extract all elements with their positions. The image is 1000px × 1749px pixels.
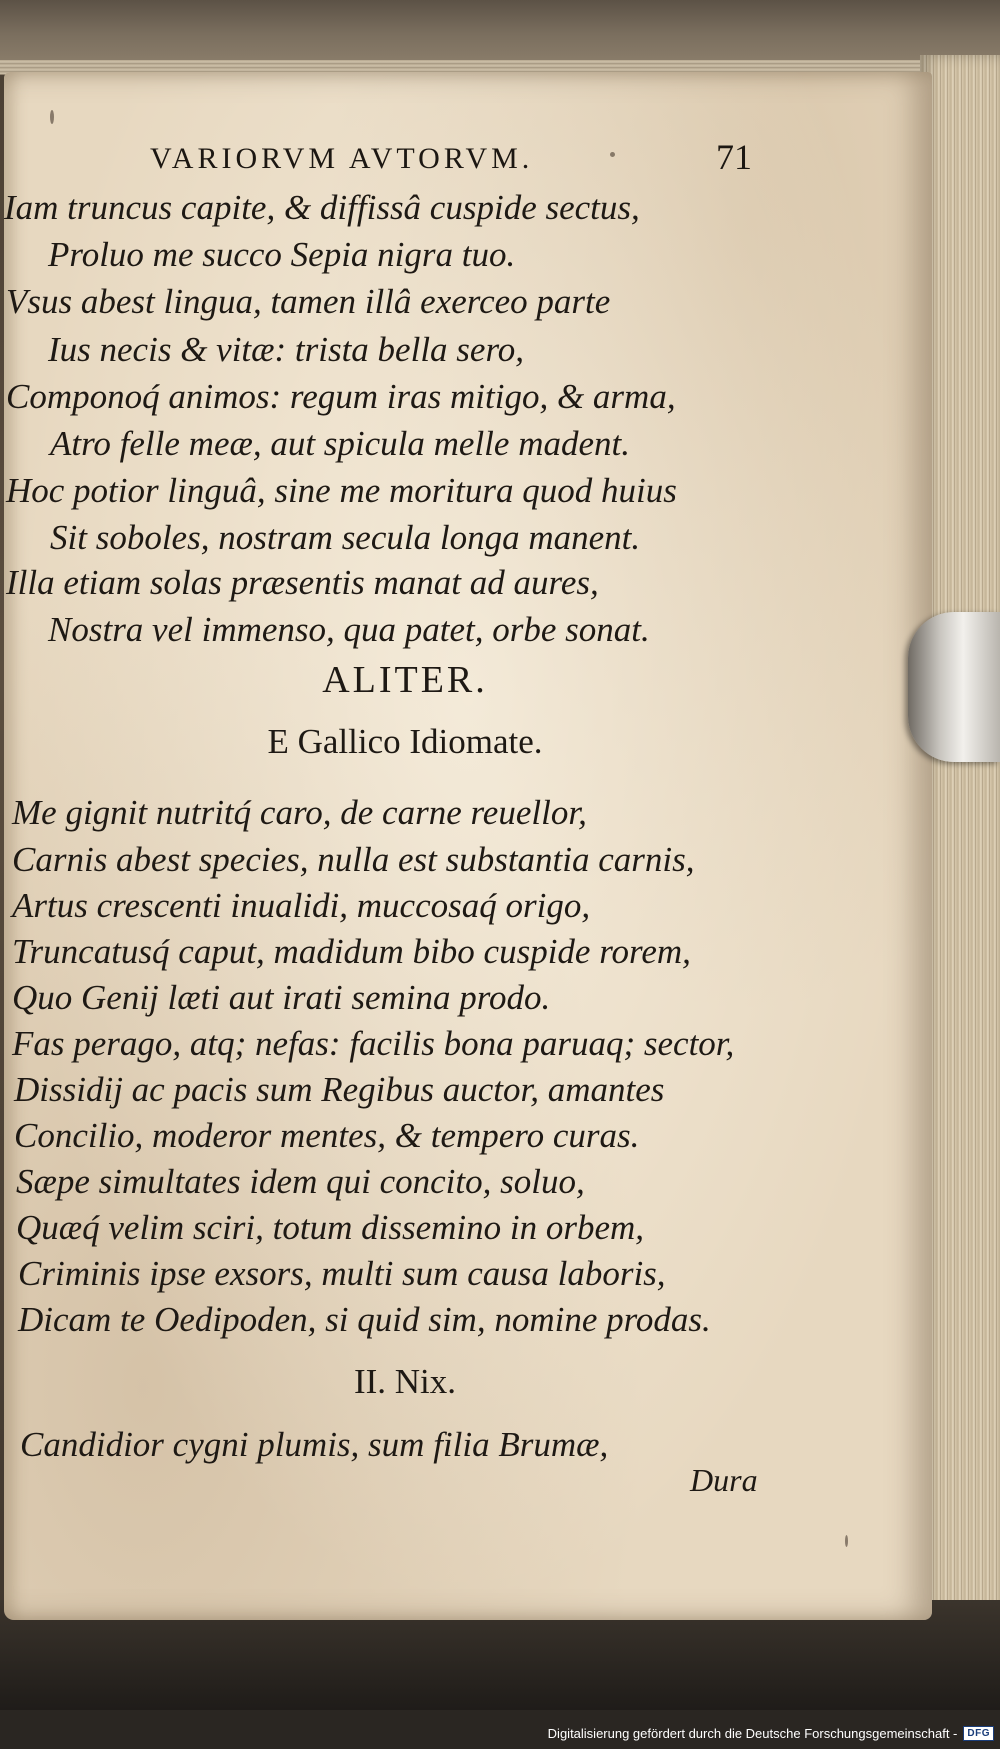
poem-line: Nostra vel immenso, qua patet, orbe sonat. [48,610,650,649]
poem-line: Fas perago, atq; nefas: facilis bona paruaq; sector, [12,1024,735,1063]
catchword: Dura [690,1462,758,1498]
section-subtitle: E Gallico Idiomate. [267,722,543,761]
poem-line: Sit soboles, nostram secula longa manent. [50,518,641,557]
poem-line: Dissidij ac pacis sum Regibus auctor, amantes [14,1070,665,1109]
poem-line: Me gignit nutritq́ caro, de carne reuellor, [12,793,587,832]
section-heading: ALITER. [322,659,488,701]
poem-line: Sæpe simultates idem qui concito, soluo, [16,1162,585,1201]
poem-line: Illa etiam solas præsentis manat ad aures, [6,563,599,602]
metal-clasp [908,612,1000,762]
poem-line: Dicam te Oedipoden, si quid sim, nomine prodas. [18,1300,711,1339]
poem-line: Vsus abest lingua, tamen illâ exerceo parte [6,282,611,321]
section-heading: II. Nix. [353,1362,457,1401]
poem-line: Iam truncus capite, & diffissâ cuspide sectus, [4,188,640,227]
poem-line: Candidior cygni plumis, sum filia Brumæ, [20,1425,609,1464]
dfg-logo-icon: DFG [963,1726,994,1741]
poem-line: Proluo me succo Sepia nigra tuo. [48,235,516,274]
paper-speck [50,110,54,124]
poem-line: Hoc potior linguâ, sine me moritura quod huius [6,471,677,510]
poem-line: Quæq́ velim sciri, totum dissemino in orbem, [16,1208,645,1247]
digitization-credit [547,1722,994,1744]
poem-line: Quo Genij læti aut irati semina prodo. [12,978,551,1017]
page-number: 71 [716,137,752,177]
poem-line: Atro felle meæ, aut spicula melle madent. [50,424,630,463]
poem-line: Truncatusq́ caput, madidum bibo cuspide rorem, [12,932,691,971]
poem-line: Carnis abest species, nulla est substantia carnis, [12,840,695,879]
page-stack-right [920,55,1000,1635]
poem-line: Componoq́ animos: regum iras mitigo, & arma, [6,377,676,416]
credit-text: Digitalisierung gefördert durch die Deutsche Forschungsgemeinschaft - [547,1725,958,1741]
paper-speck [610,152,615,157]
poem-line: Criminis ipse exsors, multi sum causa laboris, [18,1254,666,1293]
poem-line: Concilio, moderor mentes, & tempero curas. [14,1116,640,1155]
poem-line: Artus crescenti inualidi, muccosaq́ origo, [12,886,591,925]
running-head: VARIORVM AVTORVM. [150,142,534,175]
paper-speck [845,1535,848,1547]
poem-line: Ius necis & vitæ: trista bella sero, [48,330,525,369]
